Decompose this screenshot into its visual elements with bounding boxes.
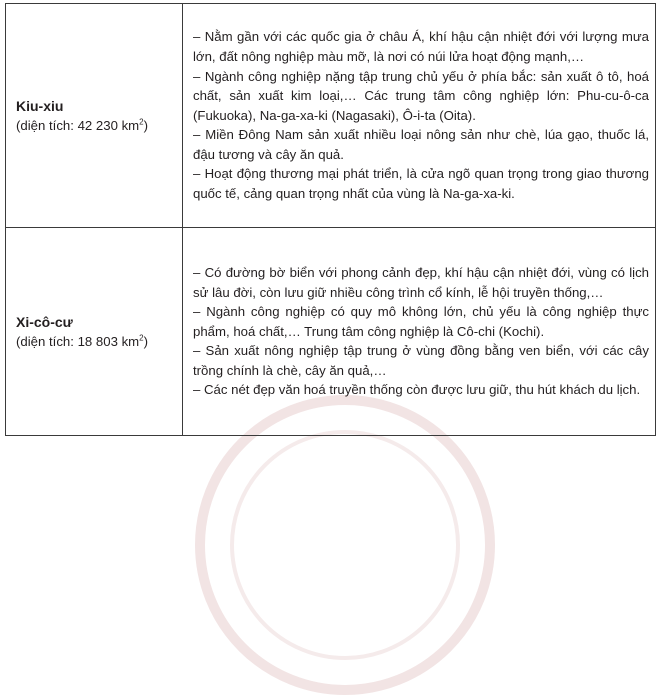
description-item: – Miền Đông Nam sản xuất nhiều loại nông sản như chè, lúa gạo, thuốc lá, đậu tương và cây ăn quả. bbox=[193, 127, 649, 162]
table-row bbox=[6, 4, 656, 228]
description-item: – Nằm gần với các quốc gia ở châu Á, khí hậu cận nhiệt đới với lượng mưa lớn, đất nông nghiệp màu mỡ, là nơi có núi lửa hoạt động mạnh,… bbox=[193, 29, 649, 64]
description-item: – Có đường bờ biển với phong cảnh đẹp, khí hậu cận nhiệt đới, vùng có lịch sử lâu đời, còn lưu giữ nhiều công trình cổ kính, lễ hội truyền thống,… bbox=[193, 264, 649, 300]
region-label-cell bbox=[6, 4, 183, 228]
description-item: – Ngành công nghiệp có quy mô không lớn, chủ yếu là công nghiệp thực phẩm, hoá chất,… Trung tâm công nghiệp là Cô-chi (Kochi). bbox=[193, 304, 649, 339]
watermark-inner-ring bbox=[230, 430, 460, 660]
region-area: (diện tích: 18 803 $km^2$) bbox=[16, 333, 149, 349]
description-item: – Hoạt động thương mại phát triển, là cửa ngõ quan trọng trong giao thương quốc tế, cảng quan trọng nhất của vùng là Na-ga-xa-ki. bbox=[193, 166, 649, 202]
description-item: – Sản xuất nông nghiệp tập trung ở vùng đồng bằng ven biển, với các cây trồng chính là chè, cây ăn quả,… bbox=[193, 343, 649, 378]
region-description-cell bbox=[183, 228, 656, 436]
region-area: (diện tích: 42 230 $km^2$) bbox=[16, 117, 149, 133]
region-label-cell bbox=[6, 228, 183, 436]
table-row bbox=[6, 228, 656, 436]
region-table bbox=[5, 3, 656, 436]
region-name: Xi-cô-cư bbox=[16, 313, 73, 330]
description-item: – Các nét đẹp văn hoá truyền thống còn được lưu giữ, thu hút khách du lịch. bbox=[193, 382, 641, 398]
description-item: – Ngành công nghiệp nặng tập trung chủ yếu ở phía bắc: sản xuất ô tô, hoá chất, sản xuất kim loại,… Các trung tâm công nghiệp lớn: Phu-cu-ô-ca (Fukuoka), Na-ga-xa-ki (Nagasaki), Ô-i-ta (Oita). bbox=[193, 68, 649, 123]
region-name: Kiu-xiu bbox=[16, 97, 64, 114]
region-description-cell bbox=[183, 4, 656, 228]
